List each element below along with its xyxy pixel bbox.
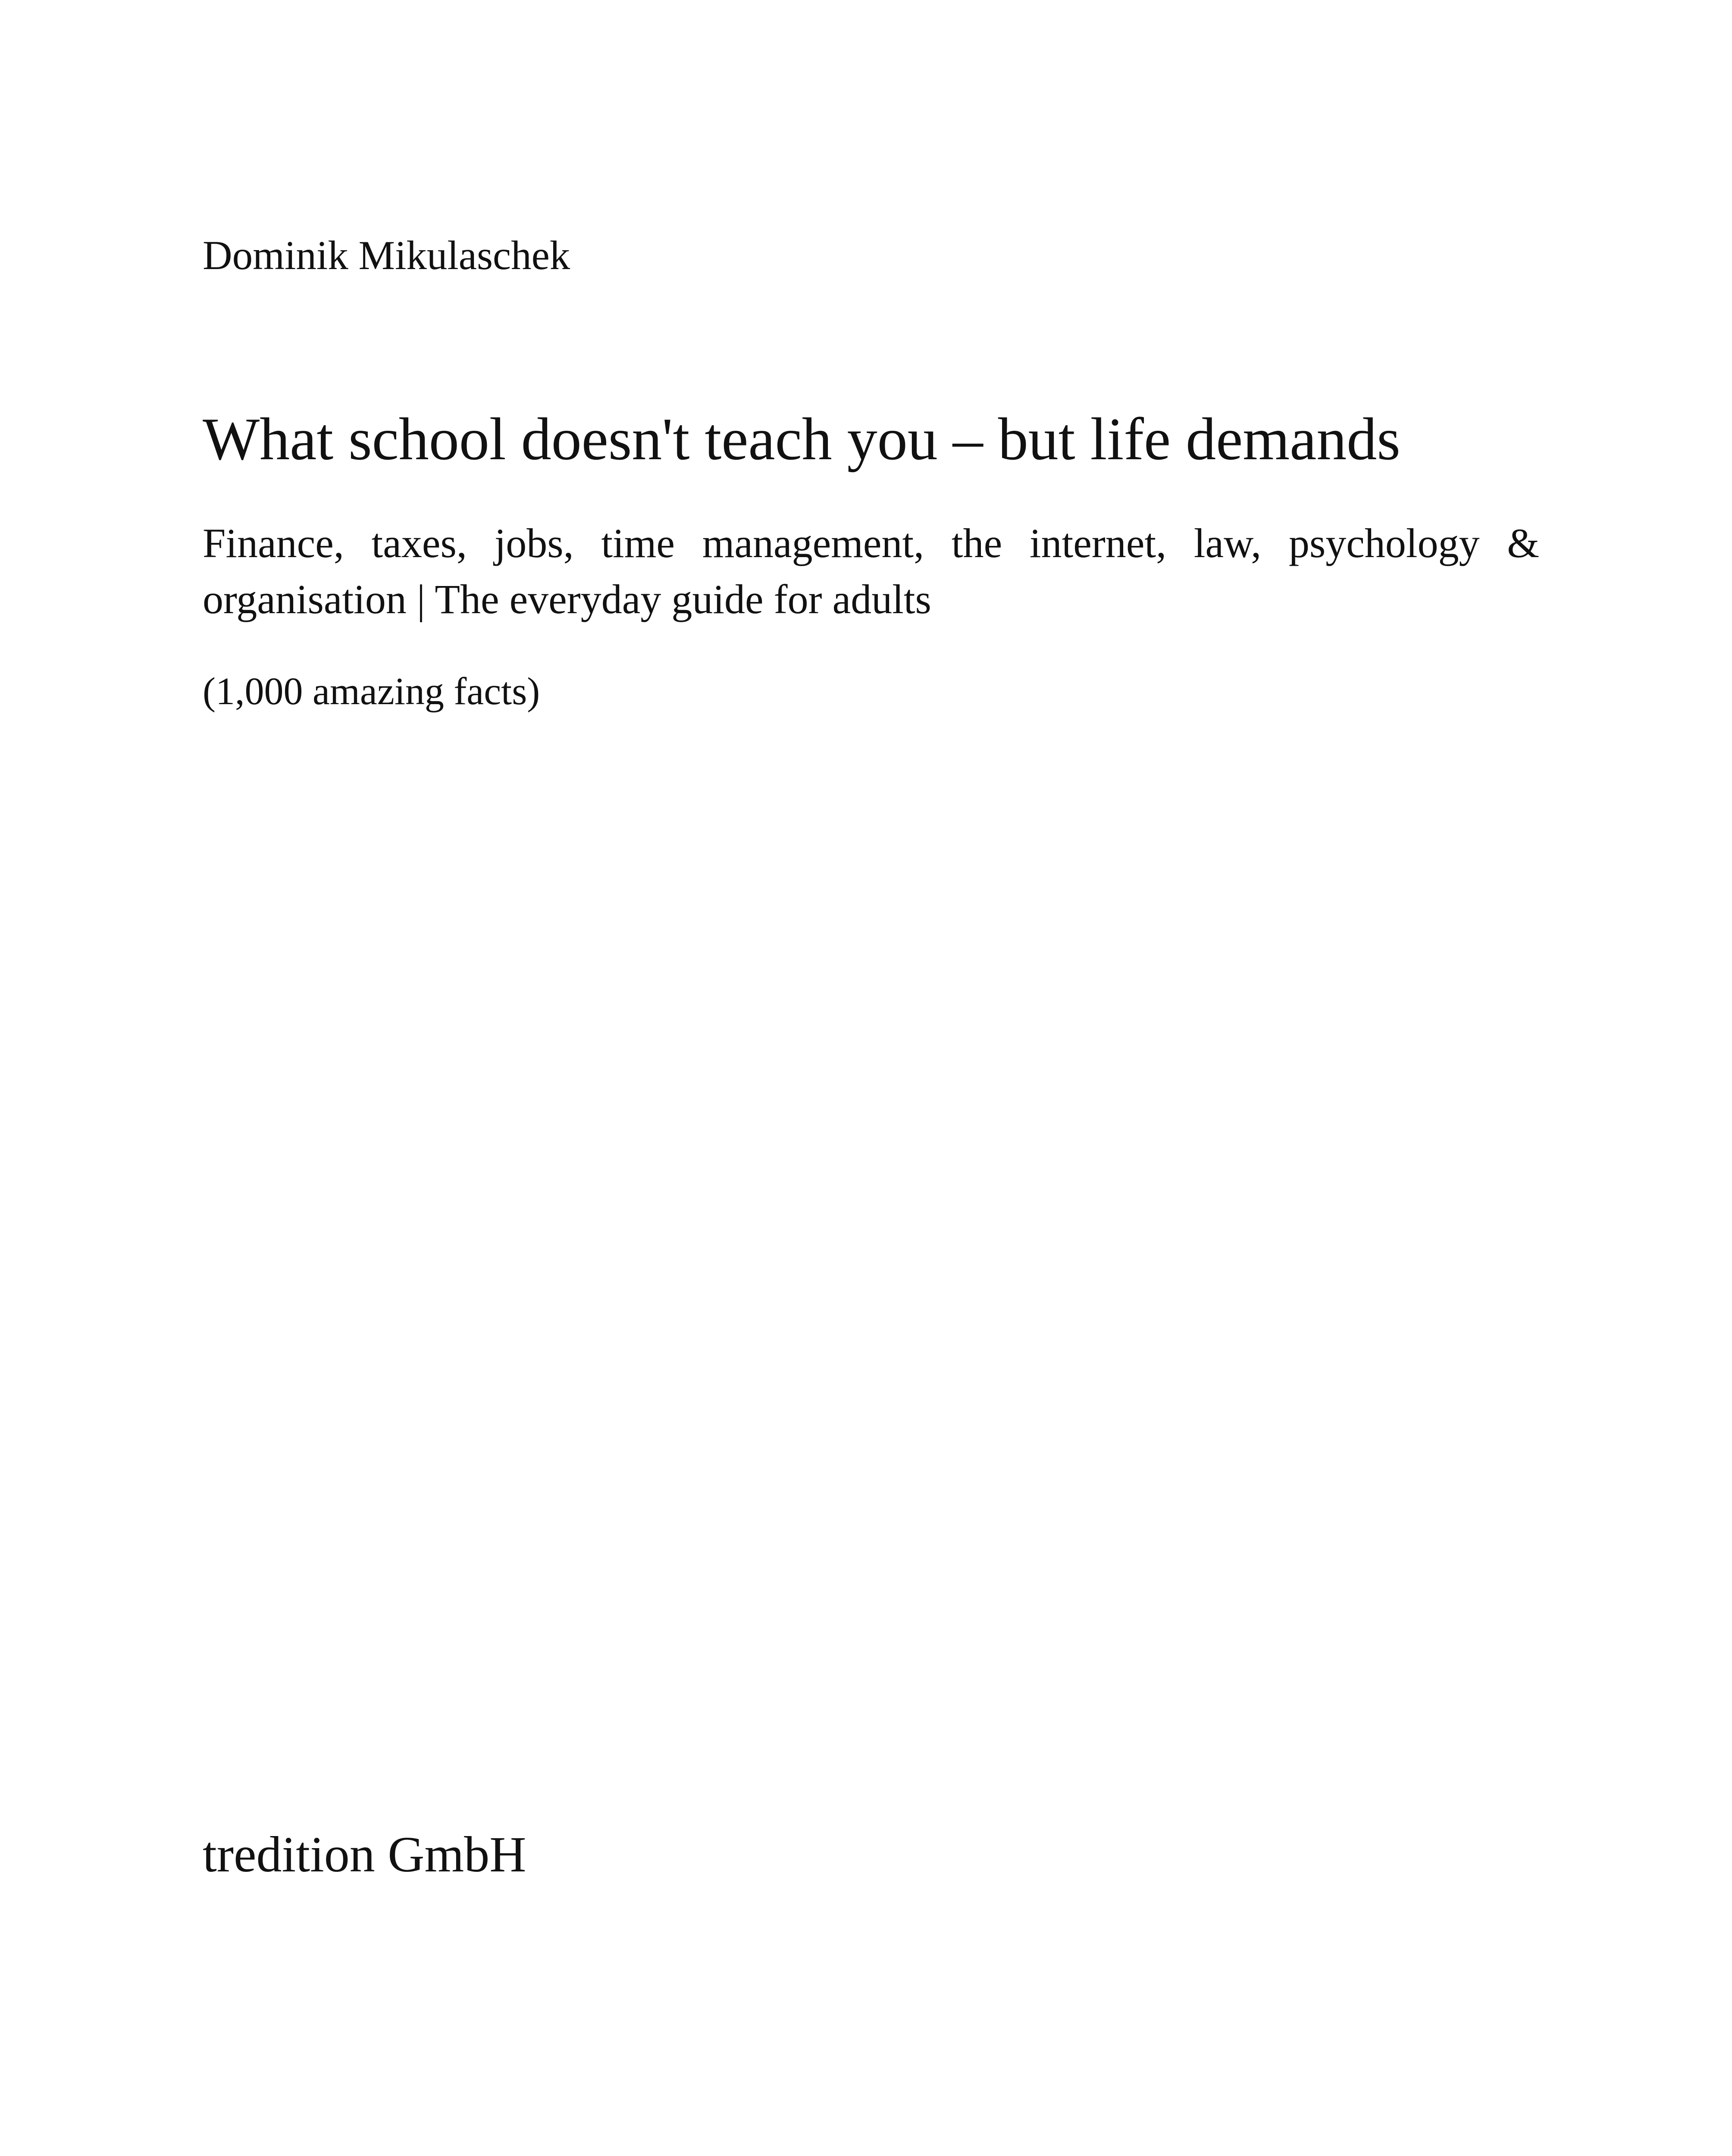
author-name: Dominik Mikulaschek (203, 232, 570, 278)
book-subtitle: Finance, taxes, jobs, time management, the internet, law, psychology & organisation | The everyday guide for adults (203, 520, 1539, 622)
publisher-name: tredition GmbH (203, 1826, 526, 1883)
book-title: What school doesn't teach you – but life demands (203, 406, 1400, 473)
facts-note: (1,000 amazing facts) (203, 670, 540, 713)
